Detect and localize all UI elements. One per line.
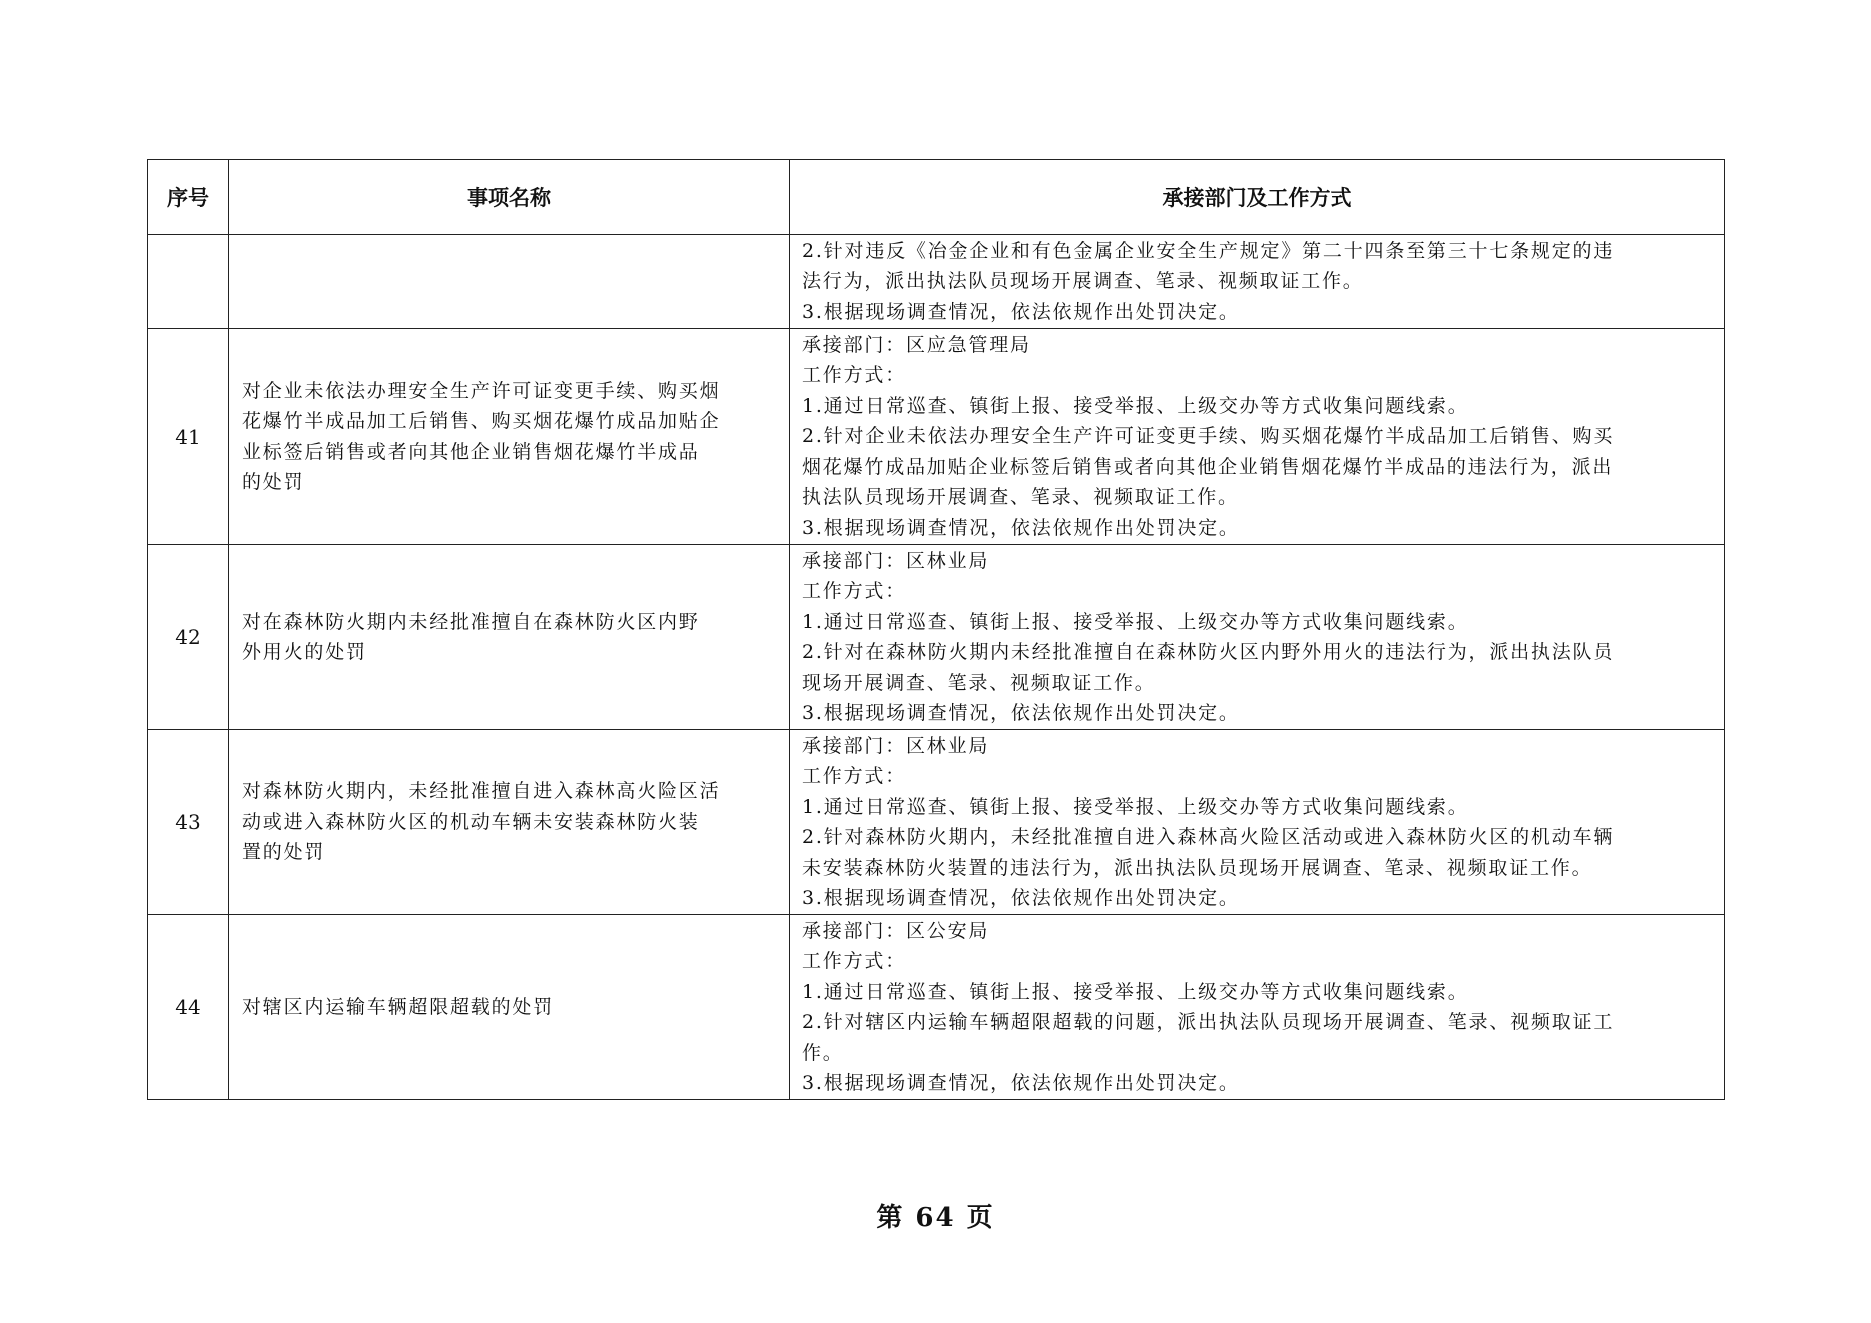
table-row [148,730,1725,915]
department-method-line: 工作方式： [802,580,907,602]
item-name-line: 对辖区内运输车辆超限超载的处罚 [242,995,555,1018]
header-item-name: 事项名称 [229,160,790,235]
item-name-line: 业标签后销售或者向其他企业销售烟花爆竹半成品 [242,440,700,463]
table-row [148,545,1725,730]
department-method-cell [790,329,1725,545]
item-name-cell [229,915,790,1100]
item-name-cell [229,545,790,730]
department-method-line: 3.根据现场调查情况，依法依规作出处罚决定。 [802,516,1240,539]
department-method-cell [790,545,1725,730]
department-method-line: 3.根据现场调查情况，依法依规作出处罚决定。 [802,300,1240,323]
table-row [148,329,1725,545]
department-method-line: 2.针对违反《冶金企业和有色金属企业安全生产规定》第二十四条至第三十七条规定的违 [802,239,1615,262]
department-method-line: 1.通过日常巡查、镇街上报、接受举报、上级交办等方式收集问题线索。 [802,610,1469,633]
table-body [148,235,1725,1100]
department-method-line: 承接部门：区林业局 [802,549,990,572]
matters-table [147,159,1725,1100]
table-row [148,235,1725,329]
item-name-line: 对企业未依法办理安全生产许可证变更手续、购买烟 [242,379,721,402]
item-name-line: 花爆竹半成品加工后销售、购买烟花爆竹成品加贴企 [242,410,721,432]
item-name-cell [229,730,790,915]
department-method-line: 承接部门：区公安局 [802,919,990,942]
item-name-line: 置的处罚 [242,841,326,864]
serial-number-cell: 43 [148,730,229,915]
department-method-line: 1.通过日常巡查、镇街上报、接受举报、上级交办等方式收集问题线索。 [802,795,1469,818]
item-name-cell [229,235,790,329]
page-number: 第 64 页 [876,1203,995,1233]
department-method-line: 3.根据现场调查情况，依法依规作出处罚决定。 [802,887,1240,909]
department-method-line: 法行为，派出执法队员现场开展调查、笔录、视频取证工作。 [802,270,1364,293]
serial-number-cell [148,235,229,329]
department-method-line: 工作方式： [802,765,907,787]
department-method-line: 1.通过日常巡查、镇街上报、接受举报、上级交办等方式收集问题线索。 [802,394,1469,417]
department-method-cell [790,730,1725,915]
department-method-line: 3.根据现场调查情况，依法依规作出处罚决定。 [802,1072,1240,1094]
table-header-row [148,160,1725,235]
serial-number-cell: 44 [148,915,229,1100]
department-method-line: 作。 [802,1041,844,1064]
department-method-line: 2.针对企业未依法办理安全生产许可证变更手续、购买烟花爆竹半成品加工后销售、购买 [802,425,1615,448]
department-method-line: 2.针对在森林防火期内未经批准擅自在森林防火区内野外用火的违法行为，派出执法队员 [802,641,1615,663]
department-method-cell [790,235,1725,329]
department-method-line: 2.针对森林防火期内，未经批准擅自进入森林高火险区活动或进入森林防火区的机动车辆 [802,826,1615,848]
serial-number-cell: 41 [148,329,229,545]
department-method-line: 承接部门：区林业局 [802,734,990,757]
department-method-line: 执法队员现场开展调查、笔录、视频取证工作。 [802,486,1239,509]
department-method-line: 2.针对辖区内运输车辆超限超载的问题，派出执法队员现场开展调查、笔录、视频取证工 [802,1011,1615,1033]
department-method-cell [790,915,1725,1100]
header-department-and-method: 承接部门及工作方式 [790,160,1725,235]
item-name-line: 动或进入森林防火区的机动车辆未安装森林防火装 [242,810,700,833]
department-method-line: 未安装森林防火装置的违法行为，派出执法队员现场开展调查、笔录、视频取证工作。 [802,856,1593,879]
department-method-line: 工作方式： [802,364,907,387]
department-method-line: 现场开展调查、笔录、视频取证工作。 [802,671,1156,694]
item-name-line: 的处罚 [242,471,305,493]
serial-number-cell: 42 [148,545,229,730]
table-row [148,915,1725,1100]
item-name-line: 对在森林防火期内未经批准擅自在森林防火区内野 [242,610,700,633]
item-name-cell [229,329,790,545]
department-method-line: 烟花爆竹成品加贴企业标签后销售或者向其他企业销售烟花爆竹半成品的违法行为，派出 [802,455,1614,478]
department-method-line: 工作方式： [802,950,907,972]
department-method-line: 1.通过日常巡查、镇街上报、接受举报、上级交办等方式收集问题线索。 [802,980,1469,1003]
department-method-line: 3.根据现场调查情况，依法依规作出处罚决定。 [802,702,1240,724]
item-name-line: 对森林防火期内，未经批准擅自进入森林高火险区活 [242,780,721,803]
item-name-line: 外用火的处罚 [242,641,367,663]
department-method-line: 承接部门：区应急管理局 [802,333,1031,356]
header-serial-number: 序号 [148,160,229,235]
